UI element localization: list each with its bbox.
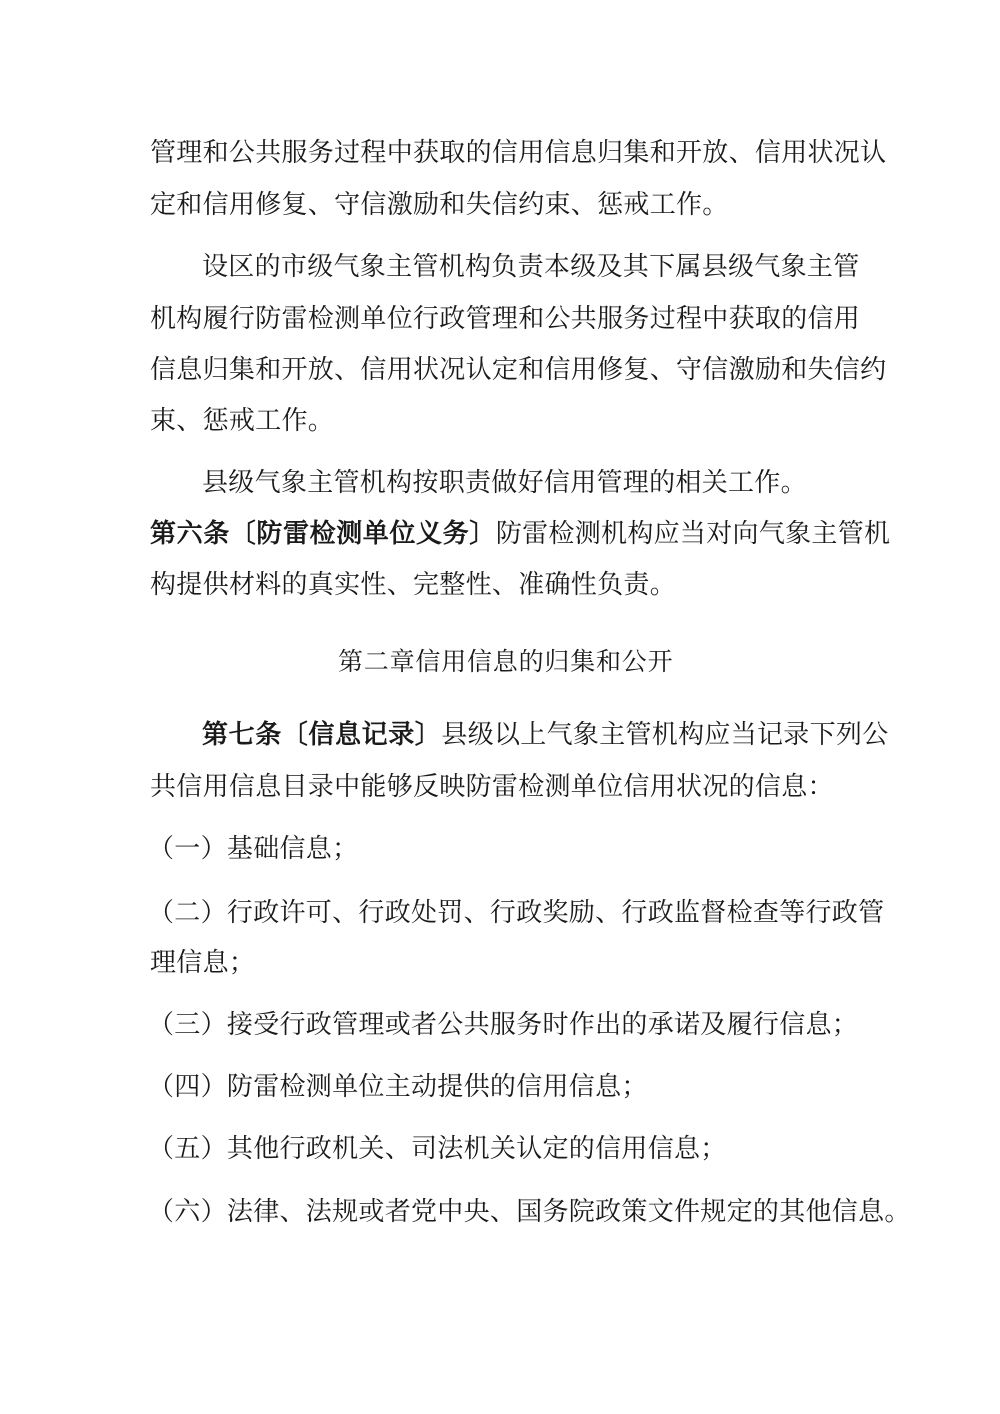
paragraph-line: 机构履行防雷检测单位行政管理和公共服务过程中获取的信用 [150,304,861,334]
paragraph-line: 定和信用修复、守信激励和失信约束、惩戒工作。 [150,190,729,220]
list-item: （五）其他行政机关、司法机关认定的信用信息； [148,1134,727,1164]
list-item: （三）接受行政管理或者公共服务时作出的承诺及履行信息； [148,1010,859,1040]
list-item: （四）防雷检测单位主动提供的信用信息； [148,1072,648,1102]
article-6-title: 第六条〔防雷检测单位义务〕 [150,519,496,549]
paragraph-line: 县级气象主管机构按职责做好信用管理的相关工作。 [202,468,807,498]
article-6-text: 防雷检测机构应当对向气象主管机 [495,519,891,549]
list-item: （六）法律、法规或者党中央、国务院政策文件规定的其他信息。 [148,1197,911,1227]
paragraph-line: 共信用信息目录中能够反映防雷检测单位信用状况的信息： [150,772,834,802]
paragraph-line: 设区的市级气象主管机构负责本级及其下属县级气象主管 [202,252,860,282]
paragraph-line: 管理和公共服务过程中获取的信用信息归集和开放、信用状况认 [150,138,887,168]
list-item: （二）行政许可、行政处罚、行政奖励、行政监督检查等行政管 [148,898,885,928]
paragraph-line: 构提供材料的真实性、完整性、准确性负责。 [150,570,677,600]
article-7-text: 县级以上气象主管机构应当记录下列公 [441,720,889,750]
article-7-line [202,718,889,752]
list-item-continuation: 理信息； [150,948,256,978]
article-7-title: 第七条〔信息记录〕 [202,720,442,750]
chapter-heading: 第二章信用信息的归集和公开 [338,647,674,676]
paragraph-line: 信息归集和开放、信用状况认定和信用修复、守信激励和失信约 [150,355,887,385]
list-item: （一）基础信息； [148,834,359,864]
paragraph-line: 束、惩戒工作。 [150,406,335,436]
article-6-line [150,517,890,551]
